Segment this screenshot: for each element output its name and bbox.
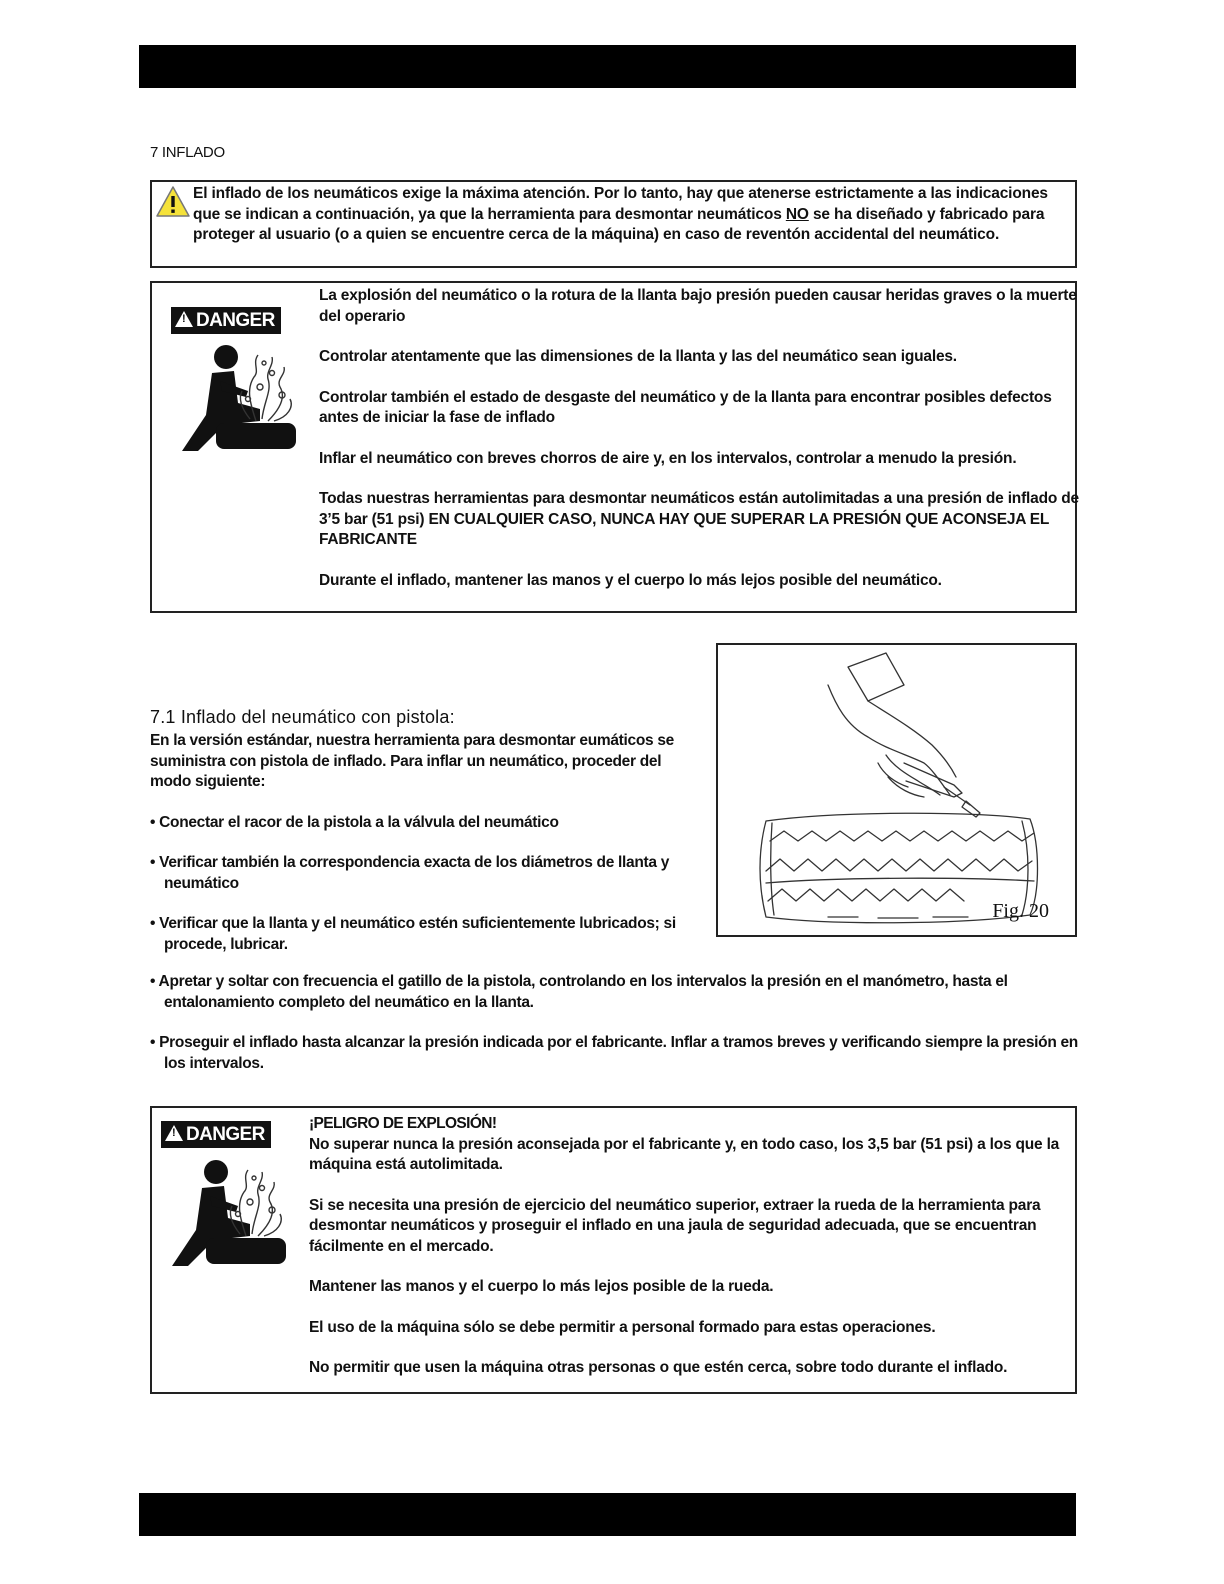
procedure-step: • Verificar también la correspondencia exacta de los diámetros de llanta y neumático (150, 854, 670, 892)
danger-paragraph: La explosión del neumático o la rotura de la llanta bajo presión pueden causar heridas graves o la muerte del operario (319, 287, 1077, 325)
intro-paragraph: En la versión estándar, nuestra herramienta para desmontar eumáticos se suministra con pistola de inflado. Para inflar un neumático, proceder del modo siguiente: (150, 732, 675, 790)
subsection-body-narrow (150, 731, 706, 975)
warning-emphasis: NO (785, 205, 809, 223)
danger-paragraph: Mantener las manos y el cuerpo lo más lejos posible de la rueda. (309, 1278, 774, 1295)
warning-triangle-icon (155, 185, 191, 219)
alert-triangle-icon (165, 1125, 183, 1141)
danger-paragraph: No superar nunca la presión aconsejada por el fabricante y, en todo caso, los 3,5 bar (51 psi) a los que la máquina está autolimitada. (309, 1135, 1060, 1173)
danger-box-general (150, 281, 1077, 613)
alert-triangle-icon (175, 311, 193, 327)
danger-box-explosion (150, 1106, 1077, 1394)
header-bar (139, 45, 1076, 88)
danger-paragraph: No permitir que usen la máquina otras personas o que estén cerca, sobre todo durante el inflado. (309, 1359, 1008, 1376)
subsection-title: 7.1 Inflado del neumático con pistola: (150, 707, 455, 727)
subsection-body-wide (150, 972, 1080, 1094)
figure-caption: Fig. 20 (992, 900, 1049, 922)
danger-label: !DANGER (161, 1121, 271, 1148)
danger-paragraph: Durante el inflado, mantener las manos y el cuerpo lo más lejos posible del neumático. (319, 571, 942, 589)
procedure-step: • Proseguir el inflado hasta alcanzar la presión indicada por el fabricante. Inflar a tramos breves y verificando siempre la presión en los intervalos. (150, 1034, 1078, 1072)
figure-20 (716, 643, 1077, 937)
warning-text: El inflado de los neumáticos exige la máxima atención. Por lo tanto, hay que atenerse estrictamente a las indicaciones que se indican a continuación, ya que la herramienta para desmontar neumáticos NO se ha diseñado y fabricado para proteger al usuario (o a quien se encuentre cerca de la máquina) en caso de reventón accidental del neumático. (193, 185, 1048, 243)
danger-text-explosion (309, 1114, 1069, 1399)
tire-inflation-illustration (718, 645, 1075, 935)
procedure-step: • Verificar que la llanta y el neumático estén suficientemente lubricados; si procede, lubricar. (150, 915, 676, 953)
procedure-step: • Apretar y soltar con frecuencia el gatillo de la pistola, controlando en los intervalos la presión en el manómetro, hasta el entalonamiento completo del neumático en la llanta. (150, 973, 1008, 1011)
danger-label: !DANGER (171, 307, 281, 334)
danger-paragraph: El uso de la máquina sólo se debe permitir a personal formado para estas operaciones. (309, 1318, 936, 1336)
danger-heading: ¡PELIGRO DE EXPLOSIÓN! (309, 1115, 497, 1132)
danger-paragraph: Todas nuestras herramientas para desmontar neumáticos están autolimitadas a una presión de inflado de 3’5 bar (51 psi) EN CUALQUIER CASO, NUNCA HAY QUE SUPERAR LA PRESIÓN QUE ACONSEJA EL FABRICANTE (319, 490, 1079, 548)
danger-paragraph: Controlar atentamente que las dimensiones de la llanta y las del neumático sean iguales. (319, 348, 957, 365)
section-title: 7 INFLADO (150, 144, 225, 161)
footer-bar (139, 1493, 1076, 1536)
danger-paragraph: Si se necesita una presión de ejercicio del neumático superior, extraer la rueda de la herramienta para desmontar neumáticos y proseguir el inflado en una jaula de seguridad adecuada, que se encuentran fácilmente en el mercado. (309, 1196, 1041, 1255)
explosion-pictogram-icon (166, 1158, 296, 1268)
procedure-step: • Conectar el racor de la pistola a la válvula del neumático (150, 813, 559, 831)
danger-paragraph: Controlar también el estado de desgaste del neumático y de la llanta para encontrar posibles defectos antes de iniciar la fase de inflado (319, 388, 1052, 426)
danger-paragraph: Inflar el neumático con breves chorros de aire y, en los intervalos, controlar a menudo la presión. (319, 449, 1017, 467)
explosion-pictogram-icon (176, 343, 306, 453)
danger-text-general (319, 286, 1079, 611)
warning-box (150, 180, 1077, 268)
